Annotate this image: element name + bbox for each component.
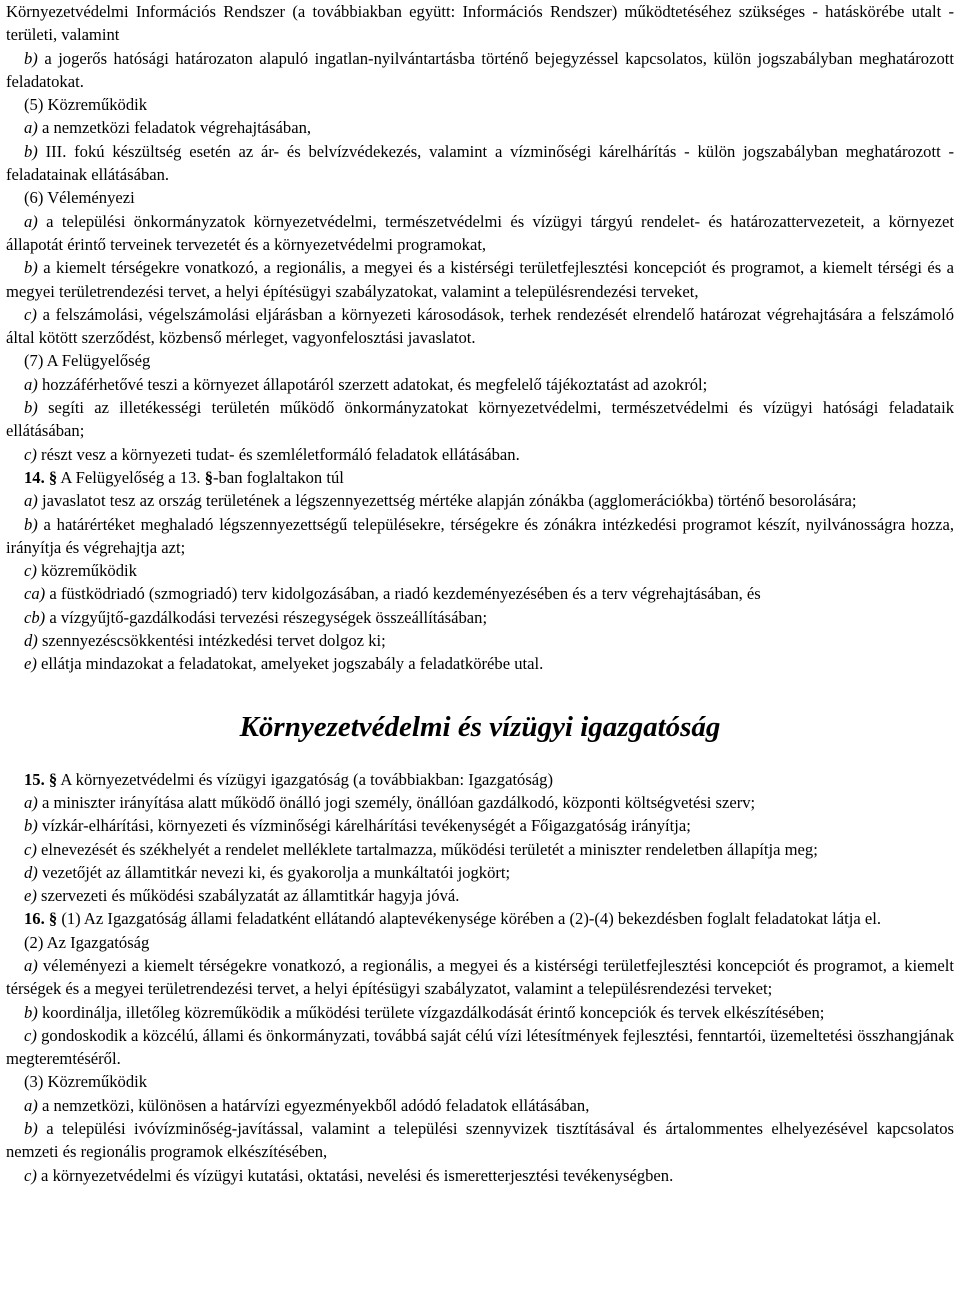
paragraph-text: gondoskodik a közcélú, állami és önkormányzati, továbbá saját célú vízi létesítmények fejlesztési, fenntartói, üzemeltetési összhangjának megteremtéséről. bbox=[6, 1025, 954, 1069]
item-marker: c) bbox=[24, 444, 37, 464]
paragraph-text: koordinálja, illetőleg közreműködik a működési területe vízgazdálkodását érintő koncepciók és tervek elkészítésében; bbox=[37, 1002, 825, 1022]
paragraph-text: (1) Az Igazgatóság állami feladatként ellátandó alaptevékenysége körében a (2)-(4) bekezdésben foglalt feladatokat látja el. bbox=[57, 909, 881, 929]
item-marker: b) bbox=[24, 1002, 38, 1022]
paragraph bbox=[6, 1094, 954, 1117]
item-marker: a) bbox=[24, 792, 38, 812]
paragraph-text: elnevezését és székhelyét a rendelet melléklete tartalmazza, működési területét a miniszter rendeletben állapítja meg; bbox=[36, 839, 818, 859]
paragraph bbox=[6, 1164, 954, 1187]
paragraph-text: (2) Az Igazgatóság bbox=[24, 932, 150, 952]
paragraph bbox=[6, 210, 954, 257]
item-marker: ca) bbox=[24, 584, 46, 604]
section-number: § bbox=[204, 467, 213, 487]
paragraph-text: (5) Közreműködik bbox=[24, 95, 148, 115]
paragraph-text: a vízgyűjtő-gazdálkodási tervezési részegységek összeállításában; bbox=[45, 607, 488, 627]
paragraph bbox=[6, 1001, 954, 1024]
item-marker: b) bbox=[24, 398, 38, 418]
section-number: 16. bbox=[24, 909, 45, 929]
paragraph bbox=[6, 47, 954, 94]
section-number: § bbox=[48, 769, 58, 789]
section-number: § bbox=[48, 909, 58, 929]
paragraph bbox=[6, 582, 954, 605]
paragraph bbox=[6, 629, 954, 652]
paragraph bbox=[6, 1070, 954, 1093]
paragraph-text: közreműködik bbox=[36, 561, 137, 581]
section-number: § bbox=[48, 467, 58, 487]
paragraph-text: a felszámolási, végelszámolási eljárásban a környezeti károsodások, terhek rendezését elrendelő határozat végrehajtására a felszámoló által kötött szerződést, közbenső mérleget, vagyonfelosztási javaslatot. bbox=[6, 304, 954, 348]
paragraph-text: a kiemelt térségekre vonatkozó, a regionális, a megyei és a kistérségi területfejlesztési koncepciót és programot, a kiemelt térségi és a megyei területrendezési tervet, a helyi építésügyi szabályzatokat, valamint a településrendezési terveket, bbox=[6, 258, 954, 301]
paragraph-text: szennyezéscsökkentési intézkedési tervet dolgoz ki; bbox=[37, 631, 386, 651]
paragraph bbox=[6, 861, 954, 884]
paragraph bbox=[6, 791, 954, 814]
paragraph-text: A környezetvédelmi és vízügyi igazgatóság (a továbbiakban: Igazgatóság) bbox=[57, 769, 553, 789]
paragraph bbox=[6, 256, 954, 303]
paragraph-text: javaslatot tesz az ország területének a légszennyezettség mértéke alapján zónákba (agglomerációkba) történő besorolására; bbox=[37, 491, 857, 511]
item-marker: a) bbox=[24, 374, 38, 394]
paragraph-text: vezetőjét az államtitkár nevezi ki, és gyakorolja a munkáltatói jogkört; bbox=[37, 862, 511, 882]
paragraph-text: A Felügyelőség a 13. bbox=[57, 467, 205, 487]
item-marker: d) bbox=[24, 631, 38, 651]
paragraph bbox=[6, 814, 954, 837]
text-block-top bbox=[6, 0, 954, 676]
item-marker: b) bbox=[24, 141, 38, 161]
section-number: 15. bbox=[24, 769, 45, 789]
paragraph-text: III. fokú készültség esetén az ár- és belvízvédekezés, valamint a vízminőségi kárelhárítás - külön jogszabályban meghatározott - feladatainak ellátásában. bbox=[6, 141, 954, 185]
paragraph bbox=[6, 303, 954, 350]
paragraph bbox=[6, 489, 954, 512]
item-marker: cb) bbox=[24, 607, 46, 627]
paragraph-text: hozzáférhetővé teszi a környezet állapotáról szerzett adatokat, és megfelelő tájékoztatást ad azokról; bbox=[37, 374, 708, 394]
paragraph-text: a határértéket meghaladó légszennyezettségű településekre, térségekre és zónákra intézkedési programot készít, nyilvánosságra hozza, irányítja és végrehajtja azt; bbox=[6, 514, 954, 557]
paragraph-text: vízkár-elhárítási, környezeti és vízminőségi kárelhárítási tevékenységét a Főigazgatóság irányítja; bbox=[37, 816, 691, 836]
paragraph-text: a jogerős hatósági határozaton alapuló ingatlan-nyilvántartásba történő bejegyzéssel kapcsolatos, külön jogszabályban meghatározott feladatokat. bbox=[6, 48, 954, 91]
paragraph bbox=[6, 140, 954, 187]
paragraph bbox=[6, 931, 954, 954]
paragraph-text: (6) Véleményezi bbox=[24, 188, 135, 208]
paragraph bbox=[6, 606, 954, 629]
paragraph bbox=[6, 1024, 954, 1071]
item-marker: a) bbox=[24, 1095, 38, 1115]
item-marker: e) bbox=[24, 886, 37, 906]
paragraph bbox=[6, 466, 954, 489]
paragraph bbox=[6, 93, 954, 116]
paragraph-text: (3) Közreműködik bbox=[24, 1072, 148, 1092]
paragraph bbox=[6, 652, 954, 675]
text-block-bottom bbox=[6, 768, 954, 1187]
item-marker: a) bbox=[24, 118, 38, 138]
paragraph-text: ellátja mindazokat a feladatokat, amelyeket jogszabály a feladatkörébe utal. bbox=[36, 654, 544, 674]
paragraph bbox=[6, 186, 954, 209]
paragraph bbox=[6, 768, 954, 791]
paragraph bbox=[6, 838, 954, 861]
item-marker: c) bbox=[24, 1025, 37, 1045]
paragraph bbox=[6, 396, 954, 443]
item-marker: e) bbox=[24, 654, 37, 674]
item-marker: a) bbox=[24, 211, 38, 231]
section-number: 14. bbox=[24, 467, 45, 487]
item-marker: c) bbox=[24, 1165, 37, 1185]
paragraph-text: a nemzetközi feladatok végrehajtásában, bbox=[37, 118, 312, 138]
item-marker: c) bbox=[24, 561, 37, 581]
item-marker: b) bbox=[24, 258, 38, 278]
item-marker: b) bbox=[24, 514, 38, 534]
item-marker: a) bbox=[24, 491, 38, 511]
paragraph bbox=[6, 954, 954, 1001]
paragraph-text: szervezeti és működési szabályzatát az államtitkár hagyja jóvá. bbox=[36, 886, 460, 906]
item-marker: b) bbox=[24, 48, 38, 68]
item-marker: c) bbox=[24, 839, 37, 859]
paragraph bbox=[6, 884, 954, 907]
paragraph bbox=[6, 349, 954, 372]
paragraph-text: véleményezi a kiemelt térségekre vonatkozó, a regionális, a megyei és a kistérségi területfejlesztési koncepciót és programot, a kiemelt térségek és a megyei területrendezési tervet, a helyi építésügyi szabályzatot, valamint a településrendezési terveket; bbox=[6, 955, 954, 999]
paragraph bbox=[6, 373, 954, 396]
paragraph bbox=[6, 0, 954, 47]
item-marker: b) bbox=[24, 816, 38, 836]
paragraph-text: (7) A Felügyelőség bbox=[24, 351, 151, 371]
item-marker: a) bbox=[24, 955, 38, 975]
paragraph-text: a nemzetközi, különösen a határvízi egyezményekből adódó feladatok ellátásában, bbox=[37, 1095, 590, 1115]
paragraph-text: részt vesz a környezeti tudat- és szemléletformáló feladatok ellátásában. bbox=[36, 444, 520, 464]
item-marker: c) bbox=[24, 304, 37, 324]
paragraph bbox=[6, 907, 954, 930]
paragraph-text: a települési ivóvízminőség-javítással, valamint a települési szennyvizek tisztításával és ártalommentes elhelyezésével kapcsolatos nemzeti és regionális programok elkészítésében, bbox=[6, 1119, 954, 1162]
paragraph bbox=[6, 559, 954, 582]
paragraph-text: -ban foglaltakon túl bbox=[213, 467, 344, 487]
paragraph-text: a környezetvédelmi és vízügyi kutatási, oktatási, nevelési és ismeretterjesztési tevékenységben. bbox=[36, 1165, 674, 1185]
paragraph-text: a miniszter irányítása alatt működő önálló jogi személy, önállóan gazdálkodó, központi költségvetési szerv; bbox=[37, 792, 756, 812]
paragraph bbox=[6, 513, 954, 560]
paragraph-text: segíti az illetékességi területén működő önkormányzatokat környezetvédelmi, természetvédelmi és vízügyi hatósági feladataik ellátásában; bbox=[6, 398, 954, 441]
paragraph-text: a települési önkormányzatok környezetvédelmi, természetvédelmi és vízügyi tárgyú rendelet- és határozattervezeteit, a környezet állapotát érintő terveinek tervezetét és a környezetvédelmi programokat, bbox=[6, 211, 954, 254]
paragraph-text: Környezetvédelmi Információs Rendszer (a továbbiakban együtt: Információs Rendszer) működtetéséhez szükséges - hatáskörébe utalt - területi, valamint bbox=[6, 2, 954, 45]
paragraph-text: a füstködriadó (szmogriadó) terv kidolgozásában, a riadó kezdeményezésében és a terv végrehajtásában, és bbox=[45, 584, 761, 604]
item-marker: d) bbox=[24, 862, 38, 882]
paragraph bbox=[6, 443, 954, 466]
section-heading: Környezetvédelmi és vízügyi igazgatóság bbox=[239, 710, 721, 743]
item-marker: b) bbox=[24, 1119, 38, 1139]
paragraph bbox=[6, 1117, 954, 1164]
paragraph bbox=[6, 116, 954, 139]
